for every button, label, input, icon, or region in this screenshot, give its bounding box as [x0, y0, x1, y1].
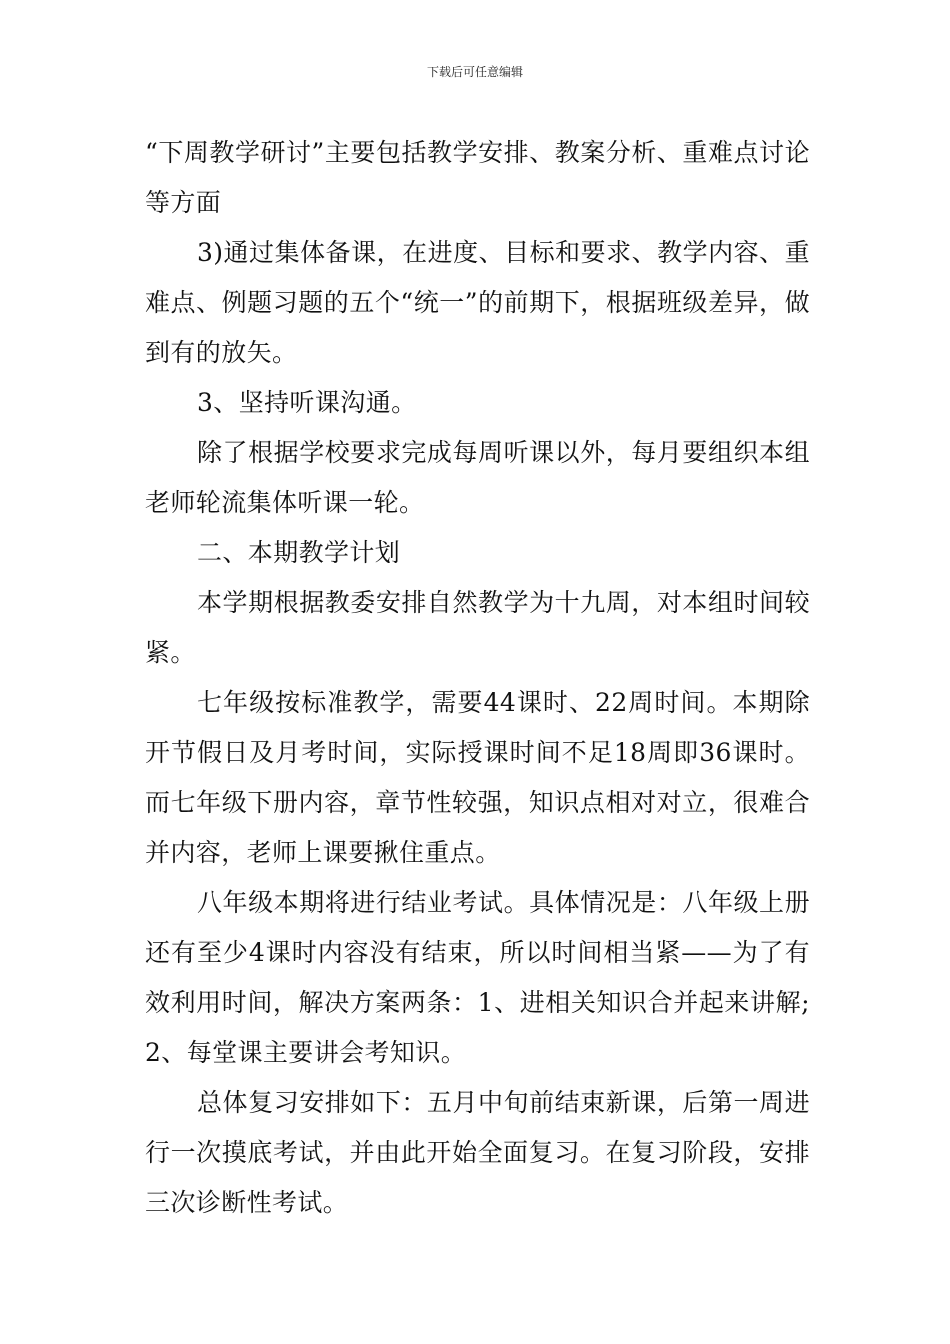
paragraph-heading-lesson-observation: 3、坚持听课沟通。 — [197, 388, 417, 417]
paragraph-grade-eight: 八年级本期将进行结业考试。具体情况是：八年级上册还有至少4课时内容没有结束，所以时间相当紧——为了有效利用时间，解决方案两条：1、进相关知识合并起来讲解;2、每堂课主要讲会考知识。 — [145, 888, 810, 1067]
paragraph-review-arrangement: 总体复习安排如下：五月中旬前结束新课，后第一周进行一次摸底考试，并由此开始全面复习。在复习阶段，安排三次诊断性考试。 — [145, 1088, 810, 1217]
paragraph-grade-seven: 七年级按标准教学，需要44课时、22周时间。本期除开节假日及月考时间，实际授课时间不足18周即36课时。而七年级下册内容，章节性较强，知识点相对对立，很难合并内容，老师上课要揪住重点。 — [145, 688, 810, 867]
page-header-note: 下载后可任意编辑 — [426, 65, 523, 79]
section-heading-teaching-plan: 二、本期教学计划 — [197, 538, 401, 567]
paragraph-semester-schedule: 本学期根据教委安排自然教学为十九周，对本组时间较紧。 — [145, 588, 810, 667]
paragraph-lesson-observation: 除了根据学校要求完成每周听课以外，每月要组织本组老师轮流集体听课一轮。 — [145, 438, 810, 517]
document-body — [145, 128, 810, 1228]
paragraph-collective-lesson-prep: 3)通过集体备课，在进度、目标和要求、教学内容、重难点、例题习题的五个“统一”的前期下，根据班级差异，做到有的放矢。 — [145, 238, 810, 367]
paragraph-weekly-discussion: “下周教学研讨”主要包括教学安排、教案分析、重难点讨论等方面 — [145, 138, 810, 217]
